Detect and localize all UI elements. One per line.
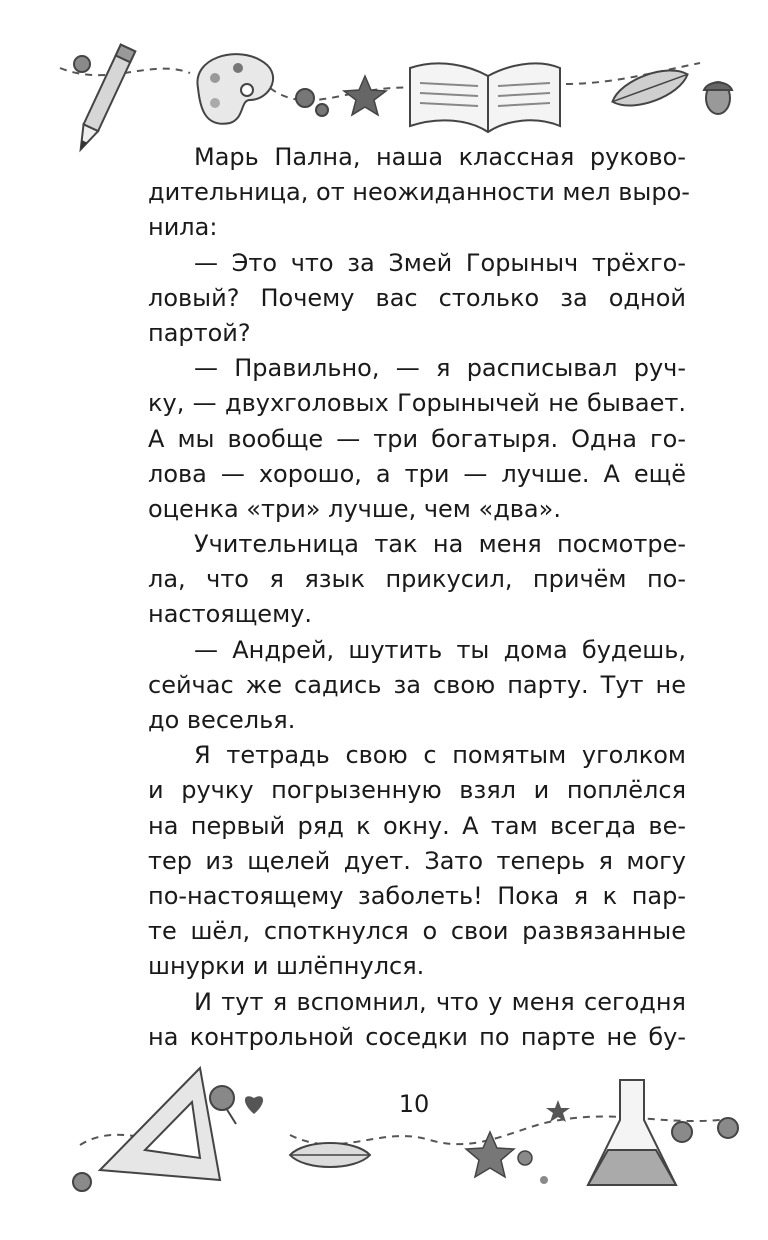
acorn-icon	[704, 82, 732, 114]
book-icon	[410, 63, 560, 132]
text-line: — Это что за Змей Горыныч трёхго-	[194, 248, 686, 277]
text-line: Я тетрадь свою с помятым уголком	[194, 741, 686, 770]
text-line: шнурки и шлёпнулся.	[148, 952, 425, 981]
text-line: ку, — двухголовых Горынычей не бывает.	[148, 389, 686, 418]
text-line: тер из щелей дует. Зато теперь я могу	[148, 846, 686, 875]
palette-icon	[197, 54, 273, 124]
dot-icon	[540, 1176, 548, 1184]
text-line: настоящему.	[148, 600, 313, 629]
leaf-icon	[290, 1143, 370, 1167]
text-line: на первый ряд к окну. А там всегда ве-	[148, 811, 686, 840]
dot-icon	[672, 1122, 692, 1142]
star-icon	[466, 1100, 570, 1177]
triangle-ruler-icon	[100, 1068, 220, 1180]
text-line: до веселья.	[148, 706, 296, 734]
text-line: Учительница так на меня посмотре-	[194, 530, 686, 559]
dot-icon	[73, 1173, 91, 1191]
text-line: — Андрей, шутить ты дома будешь,	[194, 635, 686, 664]
text-line: сейчас же садись за свою парту. Тут не	[148, 670, 686, 699]
star-icon	[344, 76, 386, 115]
dot-icon	[74, 56, 90, 72]
text-line: лова — хорошо, а три — лучше. А ещё	[148, 459, 686, 488]
bottom-decoration	[0, 1040, 768, 1230]
text-line: дительница, от неожиданности мел выро-	[148, 178, 690, 207]
berry-icon	[316, 104, 328, 116]
heart-icon	[245, 1096, 263, 1114]
pushpin-icon	[210, 1086, 236, 1124]
flask-icon	[588, 1080, 676, 1185]
leaf-icon	[608, 62, 692, 115]
dot-icon	[518, 1151, 532, 1165]
text-line: на контрольной соседки по парте не бу-	[148, 1022, 686, 1051]
text-line: и ручку погрызенную взял и поплёлся	[148, 776, 686, 805]
text-line: И тут я вспомнил, что у меня сегодня	[194, 987, 686, 1016]
berry-icon	[296, 89, 314, 107]
text-body	[148, 140, 690, 1055]
text-line: ловый? Почему вас столько за одной	[148, 283, 686, 312]
text-line: партой?	[148, 318, 251, 347]
text-line: — Правильно, — я расписывал руч-	[194, 354, 686, 383]
text-line: те шёл, споткнулся о свои развязанные	[148, 917, 686, 946]
page-number: 10	[398, 1090, 430, 1118]
text-line: по-настоящему заболеть! Пока я к пар-	[148, 881, 686, 910]
text-line: оценка «три» лучше, чем «два».	[148, 494, 561, 523]
text-line: Марь Пална, наша классная руково-	[194, 143, 686, 171]
text-line: ла, что я язык прикусил, причём по-	[148, 565, 686, 594]
text-line: А мы вообще — три богатыря. Одна го-	[148, 424, 686, 453]
dot-icon	[718, 1118, 738, 1138]
text-line: нила:	[148, 213, 218, 242]
